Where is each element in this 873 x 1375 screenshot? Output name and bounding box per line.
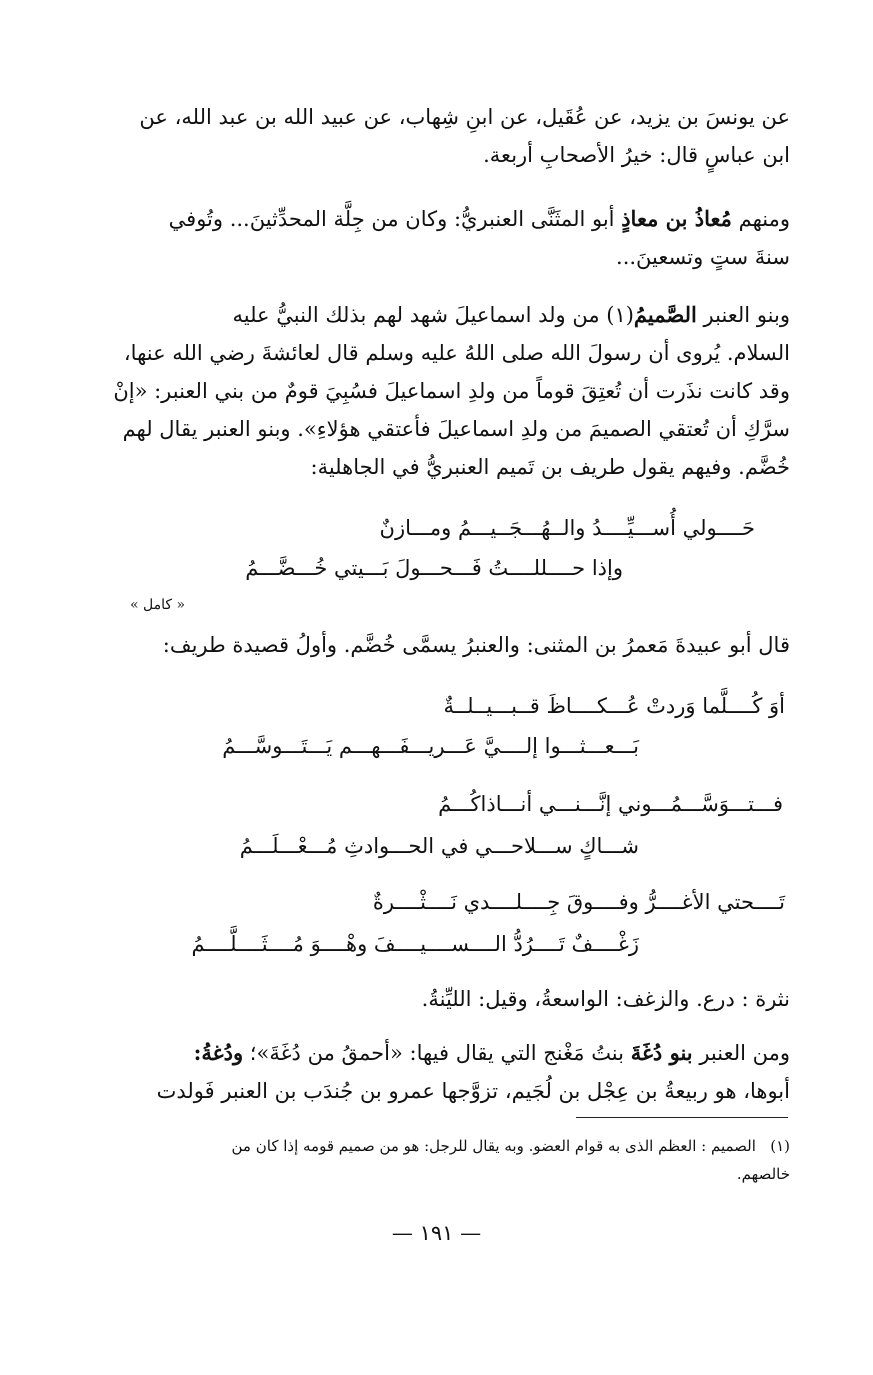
bold-name: بنو دُغَةَ <box>630 1040 693 1065</box>
text-run: ومن العنبر <box>699 1041 790 1065</box>
text-run: (١) من ولد اسماعيلَ شهد لهم بذلك النبيُّ عليه <box>232 303 634 327</box>
paragraph-isnad <box>110 98 790 174</box>
text-line: وقد كانت نذَرت أن تُعتِقَ قوماً من ولدِ اسماعيلَ فسُبِيَ قومٌ من بني العنبر: «إنْ <box>113 379 790 403</box>
footnote-text: خالصهم. <box>736 1165 790 1183</box>
text-line: السلام. يُروى أن رسولَ الله صلى اللهُ عليه وسلم قال لعائشةَ رضي الله عنها، <box>123 341 790 365</box>
text-line: نثرة : درع. والزغف: الواسعةُ، وقيل: الليِّنةُ. <box>421 987 790 1011</box>
verse-hemistich: وإذا حــــللــــتُ فَـــحـــولَ بَـــيتي خُـــضَّـــمُ <box>245 556 623 580</box>
footnote <box>150 1132 790 1188</box>
paragraph-samim <box>110 296 790 486</box>
verse-hemistich: شـــاكٍ ســـلاحـــي في الحـــوادثِ مُـــعْـــلَـــمُ <box>239 834 639 858</box>
verse-hemistich: فـــتـــوَسَّـــمُـــوني إنَّـــنـــي أنـــاذاكُـــمُ <box>438 792 783 816</box>
gloss-note <box>110 980 790 1018</box>
paragraph-muadh <box>110 200 790 276</box>
text-line: سرَّكِ أن تُعتقي الصميمَ من ولدِ اسماعيلَ فأعتقي هؤلاءِ». وبنو العنبر يقال لهم <box>122 417 790 441</box>
bold-name: الصَّميمُ <box>633 302 697 327</box>
page-number: — ١٩١ — <box>391 1221 482 1245</box>
text-line: عن يونسَ بن يزيد، عن عُقَيل، عن ابنِ شِهاب، عن عبيد الله بن عبد الله، عن <box>139 105 790 129</box>
footnote-marker: (١) <box>770 1137 790 1155</box>
verse-hemistich: أوَ كُــــلَّما وَردتْ عُـــكــــاظَ قــبـــيــلــةٌ <box>443 694 785 718</box>
text-run: وبنو العنبر <box>703 303 790 327</box>
verse-hemistich: تَــــحتي الأغــــرُّ وفــــوقَ جِــــلــــدي نَــــثْــــرةٌ <box>372 890 785 914</box>
text-run: أبو المثَنَّى العنبريُّ: وكان من جِلَّة المحدِّثينَ... وتُوفي <box>168 207 615 231</box>
text-line: قال أبو عبيدةَ مَعمرُ بن المثنى: والعنبرُ يسمَّى خُضَّم. وأولُ قصيدة طريف: <box>162 633 790 657</box>
text-run: بنتُ مَغْنج التي يقال فيها: «أحمقُ من دُغَةَ»؛ <box>249 1041 624 1065</box>
verse-hemistich: زَغْــــفٌ تَــــرُدُّ الــــســــيــــفَ وهْــــوَ مُــــثَــــلَّــــمُ <box>191 932 639 956</box>
verse-hemistich: حَــــولي أُســـيِّــــدُ والــهُـــجَــيـــمُ ومـــازنٌ <box>379 516 755 540</box>
text-run: ومنهم <box>738 207 790 231</box>
text-line: أبوها، هو ربيعةُ بن عِجْل بن لُجَيم، تزوَّجها عمرو بن جُندَب بن العنبر فَولدت <box>156 1079 790 1103</box>
meter-label: « كامل » <box>130 597 186 613</box>
footnote-text: الصميم : العظم الذى به قوام العضو. وبه يقال للرجل: هو من صميم قومه إذا كان من <box>231 1137 756 1155</box>
footnote-divider <box>576 1117 788 1118</box>
bold-name: ودُغةُ: <box>193 1040 244 1065</box>
text-line: خُضَّم. وفيهم يقول طريف بن تَميم العنبريُّ في الجاهلية: <box>310 455 790 479</box>
verse-hemistich: بَـــعـــثـــوا إلــــيَّ عَـــريـــفَـــهـــم يَـــتَـــوسَّـــمُ <box>222 734 639 758</box>
text-line: سنةَ ستٍ وتسعينَ... <box>616 245 790 269</box>
paragraph-bano-dugha <box>110 1034 790 1110</box>
bold-name: مُعاذُ بن معاذٍ <box>621 206 732 231</box>
paragraph-abu-ubayda <box>110 626 790 664</box>
text-line: ابن عباسٍ قال: خيرُ الأصحابِ أربعة. <box>483 143 790 167</box>
